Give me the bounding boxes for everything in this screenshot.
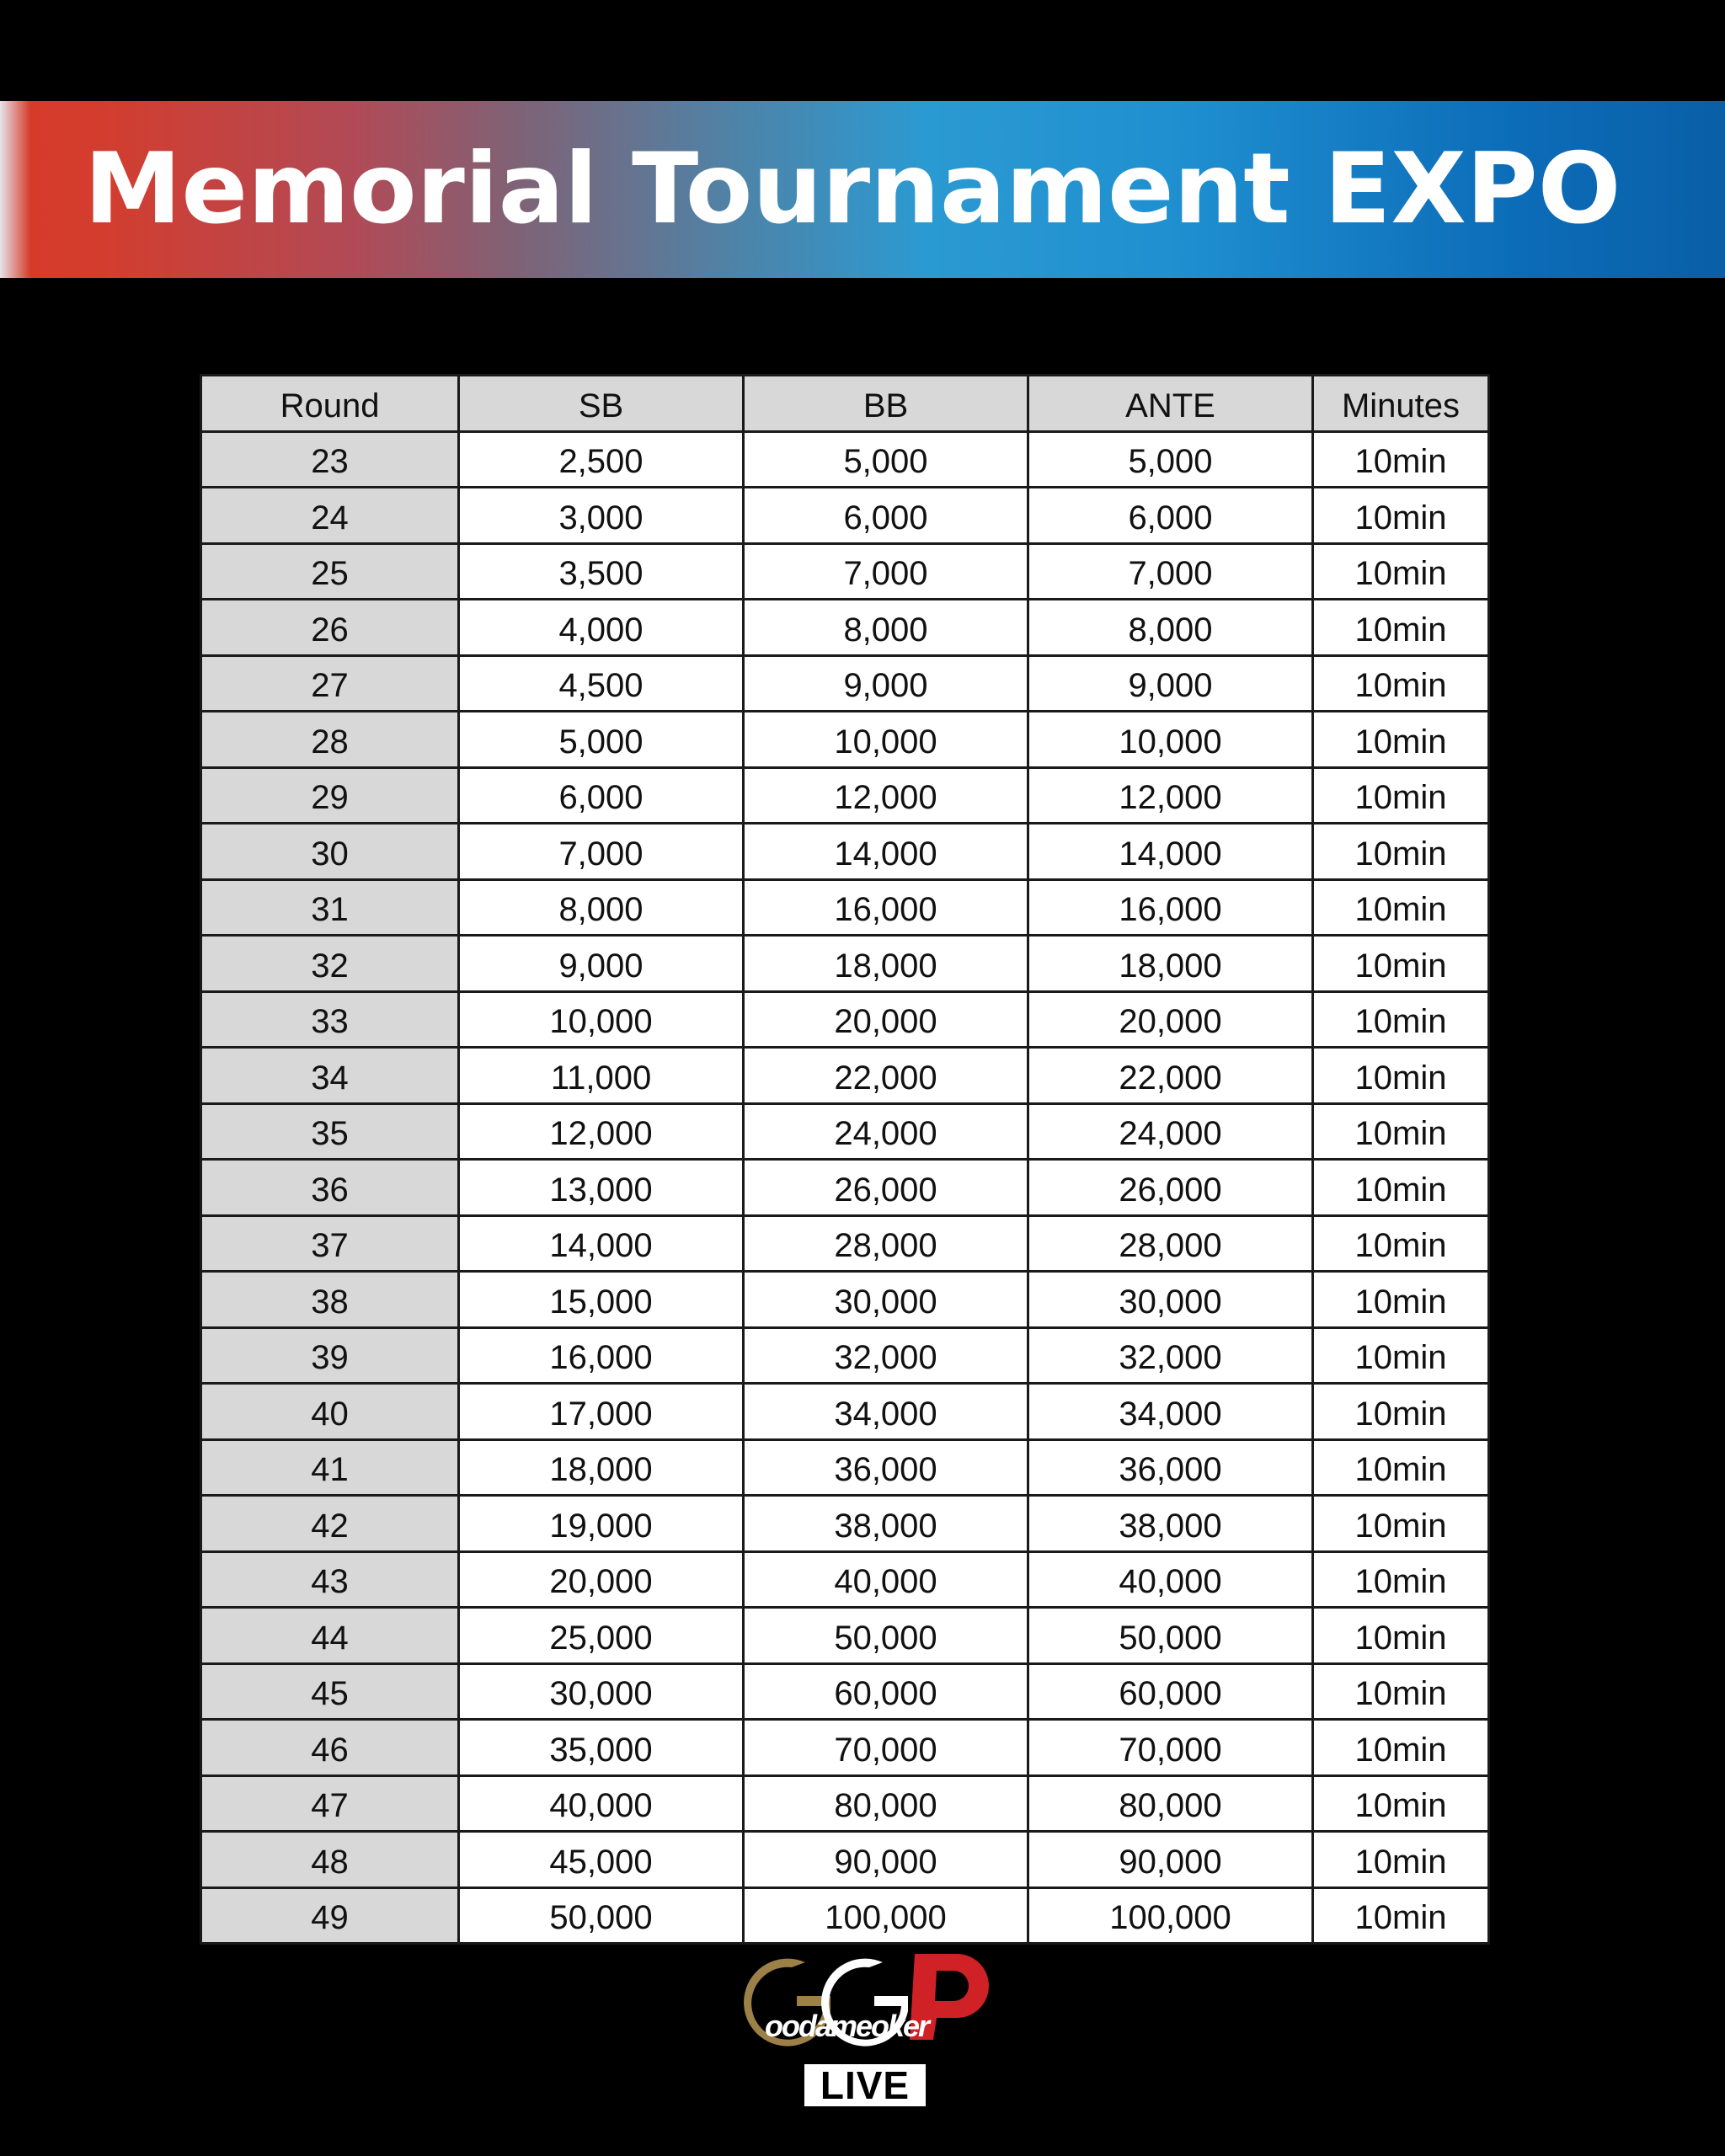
cell-round: 39 bbox=[201, 1327, 459, 1384]
cell-ante: 5,000 bbox=[1028, 431, 1313, 488]
cell-round: 38 bbox=[201, 1272, 459, 1328]
cell-round: 42 bbox=[201, 1496, 459, 1552]
cell-bb: 12,000 bbox=[744, 767, 1028, 824]
table-row bbox=[201, 488, 1489, 544]
cell-round: 48 bbox=[201, 1832, 459, 1888]
table-row bbox=[201, 1439, 1489, 1496]
table-row bbox=[201, 936, 1489, 992]
cell-bb: 18,000 bbox=[744, 936, 1028, 992]
blind-structure-table-container bbox=[200, 374, 1487, 1945]
cell-minutes: 10min bbox=[1313, 543, 1489, 600]
cell-round: 45 bbox=[201, 1663, 459, 1720]
cell-sb: 9,000 bbox=[459, 936, 744, 992]
cell-sb: 30,000 bbox=[459, 1663, 744, 1720]
cell-minutes: 10min bbox=[1313, 1887, 1489, 1944]
table-row bbox=[201, 1384, 1489, 1440]
table-body bbox=[201, 431, 1489, 1944]
cell-sb: 10,000 bbox=[459, 991, 744, 1048]
table-row bbox=[201, 712, 1489, 768]
cell-minutes: 10min bbox=[1313, 600, 1489, 656]
cell-sb: 40,000 bbox=[459, 1775, 744, 1832]
cell-bb: 8,000 bbox=[744, 600, 1028, 656]
cell-ante: 18,000 bbox=[1028, 936, 1313, 992]
cell-round: 37 bbox=[201, 1215, 459, 1272]
table-row bbox=[201, 824, 1489, 880]
cell-bb: 36,000 bbox=[744, 1439, 1028, 1496]
live-badge: LIVE bbox=[804, 2064, 926, 2106]
cell-round: 30 bbox=[201, 824, 459, 880]
cell-round: 25 bbox=[201, 543, 459, 600]
table-row bbox=[201, 1551, 1489, 1608]
cell-sb: 11,000 bbox=[459, 1048, 744, 1104]
cell-round: 28 bbox=[201, 712, 459, 768]
cell-round: 31 bbox=[201, 879, 459, 936]
column-header-sb: SB bbox=[459, 376, 744, 432]
table-row bbox=[201, 600, 1489, 656]
cell-minutes: 10min bbox=[1313, 1496, 1489, 1552]
cell-round: 43 bbox=[201, 1551, 459, 1608]
cell-ante: 80,000 bbox=[1028, 1775, 1313, 1832]
cell-ante: 22,000 bbox=[1028, 1048, 1313, 1104]
blind-structure-table bbox=[200, 374, 1490, 1945]
cell-minutes: 10min bbox=[1313, 655, 1489, 712]
cell-ante: 50,000 bbox=[1028, 1608, 1313, 1664]
cell-sb: 2,500 bbox=[459, 431, 744, 488]
cell-bb: 10,000 bbox=[744, 712, 1028, 768]
table-row bbox=[201, 1103, 1489, 1160]
table-row bbox=[201, 1720, 1489, 1776]
cell-sb: 16,000 bbox=[459, 1327, 744, 1384]
cell-sb: 8,000 bbox=[459, 879, 744, 936]
cell-minutes: 10min bbox=[1313, 1384, 1489, 1440]
cell-minutes: 10min bbox=[1313, 1327, 1489, 1384]
cell-bb: 14,000 bbox=[744, 824, 1028, 880]
cell-round: 41 bbox=[201, 1439, 459, 1496]
table-row bbox=[201, 1272, 1489, 1328]
cell-bb: 5,000 bbox=[744, 431, 1028, 488]
logo-wordmark: oodameoker bbox=[765, 2009, 929, 2043]
cell-bb: 16,000 bbox=[744, 879, 1028, 936]
cell-round: 49 bbox=[201, 1887, 459, 1944]
table-row bbox=[201, 1215, 1489, 1272]
cell-ante: 40,000 bbox=[1028, 1551, 1313, 1608]
cell-bb: 50,000 bbox=[744, 1608, 1028, 1664]
cell-bb: 24,000 bbox=[744, 1103, 1028, 1160]
table-row bbox=[201, 991, 1489, 1048]
cell-minutes: 10min bbox=[1313, 1551, 1489, 1608]
table-row bbox=[201, 1663, 1489, 1720]
column-header-round: Round bbox=[201, 376, 459, 432]
table-row bbox=[201, 1327, 1489, 1384]
cell-sb: 17,000 bbox=[459, 1384, 744, 1440]
cell-bb: 28,000 bbox=[744, 1215, 1028, 1272]
cell-ante: 26,000 bbox=[1028, 1160, 1313, 1216]
table-row bbox=[201, 1496, 1489, 1552]
cell-round: 40 bbox=[201, 1384, 459, 1440]
cell-bb: 32,000 bbox=[744, 1327, 1028, 1384]
table-row bbox=[201, 879, 1489, 936]
cell-ante: 10,000 bbox=[1028, 712, 1313, 768]
cell-sb: 6,000 bbox=[459, 767, 744, 824]
cell-minutes: 10min bbox=[1313, 488, 1489, 544]
cell-sb: 18,000 bbox=[459, 1439, 744, 1496]
cell-minutes: 10min bbox=[1313, 712, 1489, 768]
cell-bb: 34,000 bbox=[744, 1384, 1028, 1440]
table-row bbox=[201, 431, 1489, 488]
cell-bb: 30,000 bbox=[744, 1272, 1028, 1328]
cell-minutes: 10min bbox=[1313, 1663, 1489, 1720]
cell-minutes: 10min bbox=[1313, 879, 1489, 936]
cell-ante: 38,000 bbox=[1028, 1496, 1313, 1552]
cell-minutes: 10min bbox=[1313, 1160, 1489, 1216]
cell-minutes: 10min bbox=[1313, 936, 1489, 992]
column-header-bb: BB bbox=[744, 376, 1028, 432]
cell-round: 32 bbox=[201, 936, 459, 992]
cell-minutes: 10min bbox=[1313, 1832, 1489, 1888]
cell-bb: 26,000 bbox=[744, 1160, 1028, 1216]
cell-minutes: 10min bbox=[1313, 1439, 1489, 1496]
cell-minutes: 10min bbox=[1313, 1608, 1489, 1664]
cell-minutes: 10min bbox=[1313, 824, 1489, 880]
cell-minutes: 10min bbox=[1313, 1272, 1489, 1328]
cell-ante: 9,000 bbox=[1028, 655, 1313, 712]
cell-round: 29 bbox=[201, 767, 459, 824]
cell-round: 27 bbox=[201, 655, 459, 712]
table-row bbox=[201, 655, 1489, 712]
cell-bb: 60,000 bbox=[744, 1663, 1028, 1720]
cell-sb: 25,000 bbox=[459, 1608, 744, 1664]
cell-minutes: 10min bbox=[1313, 1720, 1489, 1776]
cell-ante: 100,000 bbox=[1028, 1887, 1313, 1944]
cell-round: 47 bbox=[201, 1775, 459, 1832]
cell-ante: 60,000 bbox=[1028, 1663, 1313, 1720]
cell-sb: 3,500 bbox=[459, 543, 744, 600]
page-title: Memorial Tournament EXPO bbox=[84, 132, 1621, 246]
cell-ante: 20,000 bbox=[1028, 991, 1313, 1048]
cell-sb: 14,000 bbox=[459, 1215, 744, 1272]
cell-round: 34 bbox=[201, 1048, 459, 1104]
cell-ante: 12,000 bbox=[1028, 767, 1313, 824]
cell-bb: 9,000 bbox=[744, 655, 1028, 712]
cell-sb: 4,500 bbox=[459, 655, 744, 712]
cell-minutes: 10min bbox=[1313, 991, 1489, 1048]
table-row bbox=[201, 767, 1489, 824]
cell-bb: 80,000 bbox=[744, 1775, 1028, 1832]
cell-minutes: 10min bbox=[1313, 1775, 1489, 1832]
cell-round: 26 bbox=[201, 600, 459, 656]
cell-ante: 6,000 bbox=[1028, 488, 1313, 544]
table-row bbox=[201, 1775, 1489, 1832]
table-row bbox=[201, 1832, 1489, 1888]
cell-minutes: 10min bbox=[1313, 1048, 1489, 1104]
cell-sb: 15,000 bbox=[459, 1272, 744, 1328]
table-row bbox=[201, 1608, 1489, 1664]
cell-bb: 90,000 bbox=[744, 1832, 1028, 1888]
cell-round: 35 bbox=[201, 1103, 459, 1160]
cell-ante: 36,000 bbox=[1028, 1439, 1313, 1496]
cell-bb: 7,000 bbox=[744, 543, 1028, 600]
cell-ante: 14,000 bbox=[1028, 824, 1313, 880]
table-row bbox=[201, 543, 1489, 600]
table-header-row bbox=[201, 376, 1489, 432]
cell-sb: 50,000 bbox=[459, 1887, 744, 1944]
cell-bb: 70,000 bbox=[744, 1720, 1028, 1776]
cell-minutes: 10min bbox=[1313, 1215, 1489, 1272]
cell-sb: 20,000 bbox=[459, 1551, 744, 1608]
cell-ante: 70,000 bbox=[1028, 1720, 1313, 1776]
cell-minutes: 10min bbox=[1313, 431, 1489, 488]
cell-bb: 40,000 bbox=[744, 1551, 1028, 1608]
cell-ante: 32,000 bbox=[1028, 1327, 1313, 1384]
cell-sb: 19,000 bbox=[459, 1496, 744, 1552]
cell-sb: 12,000 bbox=[459, 1103, 744, 1160]
column-header-ante: ANTE bbox=[1028, 376, 1313, 432]
cell-round: 36 bbox=[201, 1160, 459, 1216]
column-header-minutes: Minutes bbox=[1313, 376, 1489, 432]
cell-round: 44 bbox=[201, 1608, 459, 1664]
title-banner bbox=[0, 101, 1725, 278]
cell-sb: 13,000 bbox=[459, 1160, 744, 1216]
cell-bb: 6,000 bbox=[744, 488, 1028, 544]
cell-minutes: 10min bbox=[1313, 1103, 1489, 1160]
cell-ante: 7,000 bbox=[1028, 543, 1313, 600]
cell-ante: 30,000 bbox=[1028, 1272, 1313, 1328]
cell-ante: 24,000 bbox=[1028, 1103, 1313, 1160]
cell-round: 24 bbox=[201, 488, 459, 544]
table-row bbox=[201, 1048, 1489, 1104]
cell-bb: 100,000 bbox=[744, 1887, 1028, 1944]
cell-bb: 22,000 bbox=[744, 1048, 1028, 1104]
table-row bbox=[201, 1160, 1489, 1216]
cell-ante: 8,000 bbox=[1028, 600, 1313, 656]
cell-bb: 20,000 bbox=[744, 991, 1028, 1048]
cell-sb: 4,000 bbox=[459, 600, 744, 656]
cell-sb: 45,000 bbox=[459, 1832, 744, 1888]
cell-minutes: 10min bbox=[1313, 767, 1489, 824]
cell-round: 33 bbox=[201, 991, 459, 1048]
cell-sb: 35,000 bbox=[459, 1720, 744, 1776]
cell-ante: 16,000 bbox=[1028, 879, 1313, 936]
cell-round: 23 bbox=[201, 431, 459, 488]
cell-sb: 7,000 bbox=[459, 824, 744, 880]
cell-round: 46 bbox=[201, 1720, 459, 1776]
cell-bb: 38,000 bbox=[744, 1496, 1028, 1552]
cell-ante: 90,000 bbox=[1028, 1832, 1313, 1888]
cell-sb: 3,000 bbox=[459, 488, 744, 544]
cell-ante: 34,000 bbox=[1028, 1384, 1313, 1440]
cell-ante: 28,000 bbox=[1028, 1215, 1313, 1272]
cell-sb: 5,000 bbox=[459, 712, 744, 768]
